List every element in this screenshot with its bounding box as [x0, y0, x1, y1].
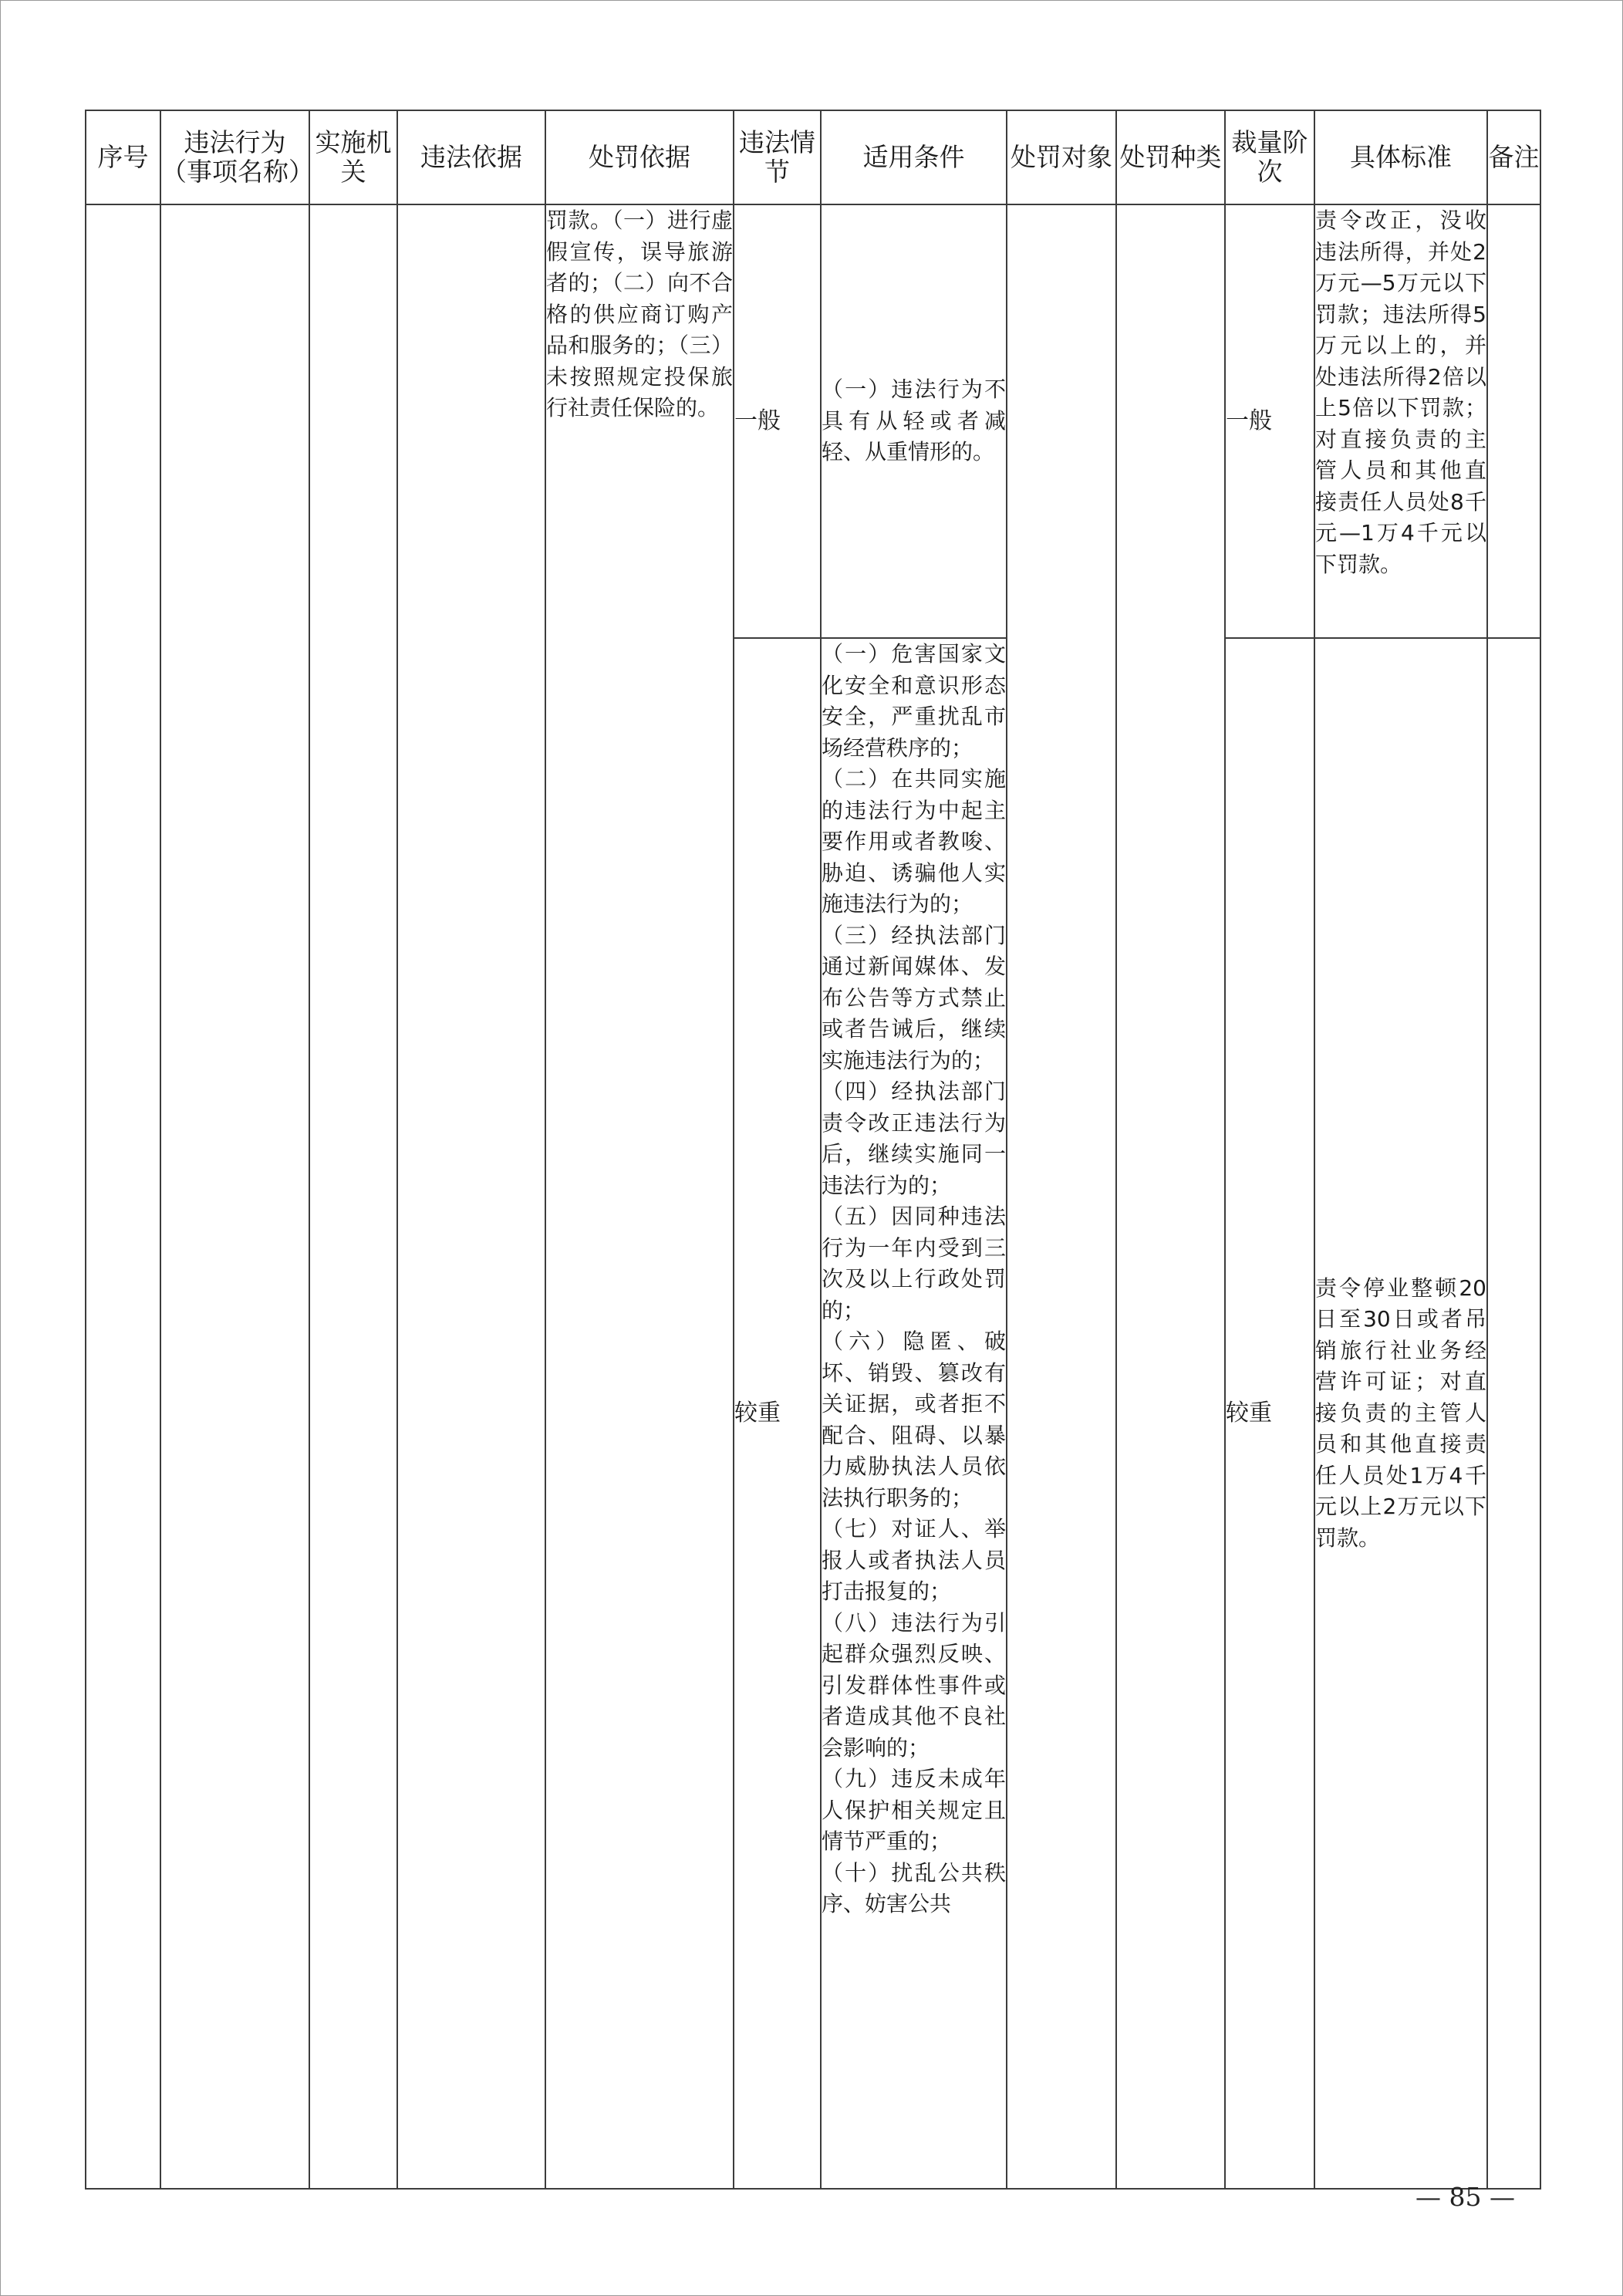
header-type: 处罚种类	[1116, 110, 1225, 204]
header-item: 违法行为（事项名称）	[160, 110, 309, 204]
condition-item: （三）经执法部门通过新闻媒体、发布公告等方式禁止或者告诫后，继续实施违法行为的；	[822, 922, 1006, 1073]
table-header-row	[86, 110, 1540, 204]
table-row	[86, 204, 1540, 638]
header-remark: 备注	[1487, 110, 1540, 204]
agency-cell	[309, 204, 397, 2189]
seq-cell	[86, 204, 160, 2189]
header-basis: 违法依据	[397, 110, 545, 204]
condition-cell: （一）违法行为不具有从轻或者减轻、从重情形的。	[821, 204, 1007, 638]
header-level: 裁量阶次	[1225, 110, 1314, 204]
standard-cell: 责令改正，没收违法所得，并处2万元—5万元以下罚款；违法所得5万元以上的，并处违法所得2倍以上5倍以下罚款；对直接负责的主管人员和其他直接责任人员处8千元—1万4千元以下罚款。	[1314, 204, 1487, 638]
condition-item: （十）扰乱公共秩序、妨害公共	[822, 1859, 1006, 1916]
condition-item: （九）违反未成年人保护相关规定且情节严重的；	[822, 1766, 1006, 1854]
remark-cell	[1487, 638, 1540, 2189]
condition-list-cell	[821, 638, 1007, 2189]
header-penalty-basis: 处罚依据	[545, 110, 734, 204]
header-standard: 具体标准	[1314, 110, 1487, 204]
level-cell: 一般	[1225, 204, 1314, 638]
header-agency: 实施机关	[309, 110, 397, 204]
condition-item: （八）违法行为引起群众强烈反映、引发群体性事件或者造成其他不良社会影响的；	[822, 1609, 1006, 1761]
condition-item: （六）隐匿、破坏、销毁、篡改有关证据，或者拒不配合、阻碍、以暴力威胁执法人员依法执行职务的；	[822, 1329, 1006, 1511]
remark-cell	[1487, 204, 1540, 638]
condition-item: （一）危害国家文化安全和意识形态安全，严重扰乱市场经营秩序的；	[822, 641, 1006, 761]
penalty-basis-cell: 罚款。（一）进行虚假宣传，误导旅游者的；（二）向不合格的供应商订购产品和服务的；（三）未按照规定投保旅行社责任保险的。	[545, 204, 734, 2189]
header-seq: 序号	[86, 110, 160, 204]
header-condition: 适用条件	[821, 110, 1007, 204]
circumstance-cell: 较重	[734, 638, 821, 2189]
header-target: 处罚对象	[1007, 110, 1116, 204]
basis-cell	[397, 204, 545, 2189]
level-cell: 较重	[1225, 638, 1314, 2189]
condition-item: （七）对证人、举报人或者执法人员打击报复的；	[822, 1516, 1006, 1604]
condition-item: （五）因同种违法行为一年内受到三次及以上行政处罚的；	[822, 1204, 1006, 1323]
penalty-standard-table	[85, 110, 1541, 2190]
standard-cell: 责令停业整顿20日至30日或者吊销旅行社业务经营许可证；对直接负责的主管人员和其他直接责任人员处1万4千元以上2万元以下罚款。	[1314, 638, 1487, 2189]
page-number: — 85 —	[1415, 2182, 1515, 2212]
target-cell	[1007, 204, 1116, 2189]
header-circumstance: 违法情节	[734, 110, 821, 204]
type-cell	[1116, 204, 1225, 2189]
condition-item: （四）经执法部门责令改正违法行为后，继续实施同一违法行为的；	[822, 1079, 1006, 1198]
circumstance-cell: 一般	[734, 204, 821, 638]
condition-item: （二）在共同实施的违法行为中起主要作用或者教唆、胁迫、诱骗他人实施违法行为的；	[822, 766, 1006, 917]
item-cell	[160, 204, 309, 2189]
